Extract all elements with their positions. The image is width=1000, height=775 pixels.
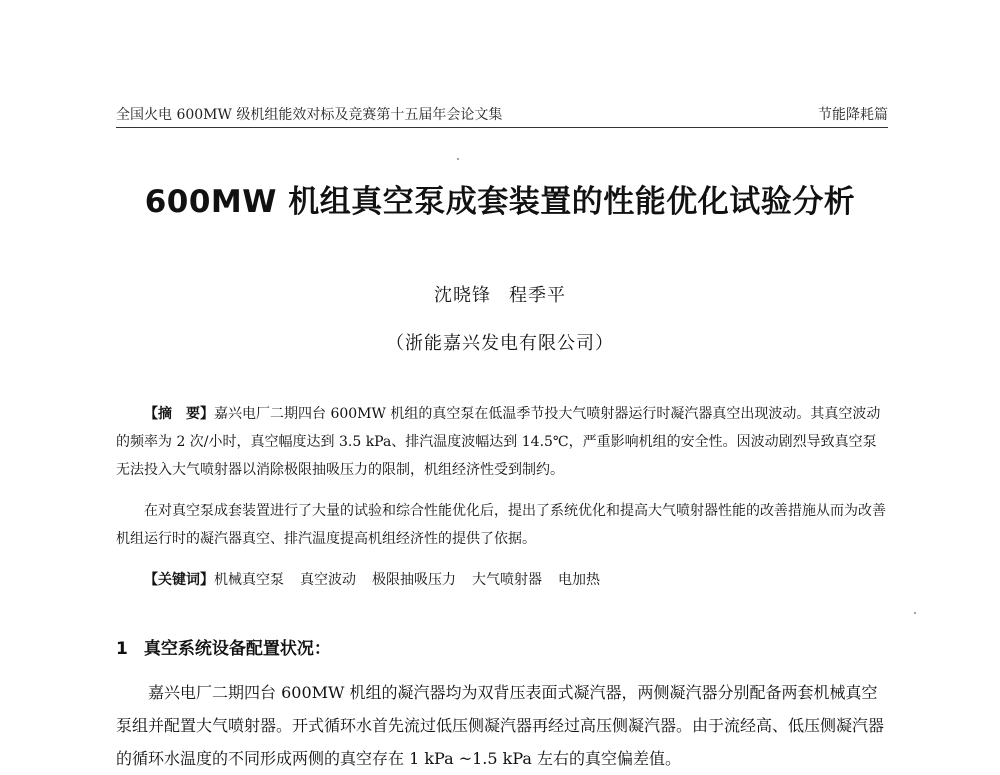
running-header [116, 104, 888, 124]
section-body-text: 嘉兴电厂二期四台 600MW 机组的凝汽器均为双背压表面式凝汽器，两侧凝汽器分别配备两套机械真空泵组并配置大气喷射器。开式循环水首先流过低压侧凝汽器再经过高压侧凝汽器。由于流经高、低压侧凝汽器的循环水温度的不同形成两侧的真空存在 1 kPa ~1.5 kPa 左右的真空偏差值。 [116, 683, 885, 768]
section-title: 真空系统设备配置状况： [143, 639, 331, 659]
keyword: 真空波动 [300, 572, 356, 588]
keyword: 大气喷射器 [472, 572, 542, 588]
abstract-label: 【摘 要】 [144, 406, 214, 422]
author-name: 程季平 [509, 285, 566, 306]
header-section-name: 节能降耗篇 [818, 107, 888, 123]
author-list [0, 281, 1000, 307]
header-journal-title: 全国火电 600MW 级机组能效对标及竞赛第十五届年会论文集 [116, 107, 503, 123]
section-heading [116, 634, 331, 659]
keywords-label: 【关键词】 [144, 572, 214, 588]
keyword: 电加热 [558, 572, 600, 588]
keywords-line [116, 566, 916, 594]
abstract-text: 嘉兴电厂二期四台 600MW 机组的真空泵在低温季节投大气喷射器运行时凝汽器真空出现波动。其真空波动的频率为 2 次/小时，真空幅度达到 3.5 kPa、排汽温度波幅达到 14.5℃，严重影响机组的安全性。因波动剧烈导致真空泵无法投入大气喷射器以消除极限抽吸压力的限制，机组经济性受到制约。 [116, 406, 881, 478]
abstract-paragraph-2: 在对真空泵成套装置进行了大量的试验和综合性能优化后，提出了系统优化和提高大气喷射器性能的改善措施从而为改善机组运行时的凝汽器真空、排汽温度提高机组经济性的提供了依据。 [116, 503, 886, 547]
scan-speck [914, 612, 916, 614]
keyword: 机械真空泵 [214, 572, 284, 588]
header-rule [116, 127, 888, 128]
section-number: 1 [116, 639, 128, 659]
abstract-paragraph [116, 400, 888, 484]
scan-speck [457, 158, 459, 160]
paper-title: 600MW 机组真空泵成套装置的性能优化试验分析 [144, 184, 856, 220]
keyword: 极限抽吸压力 [372, 572, 456, 588]
author-name: 沈晓锋 [434, 285, 491, 306]
affiliation: （浙能嘉兴发电有限公司） [386, 333, 614, 354]
